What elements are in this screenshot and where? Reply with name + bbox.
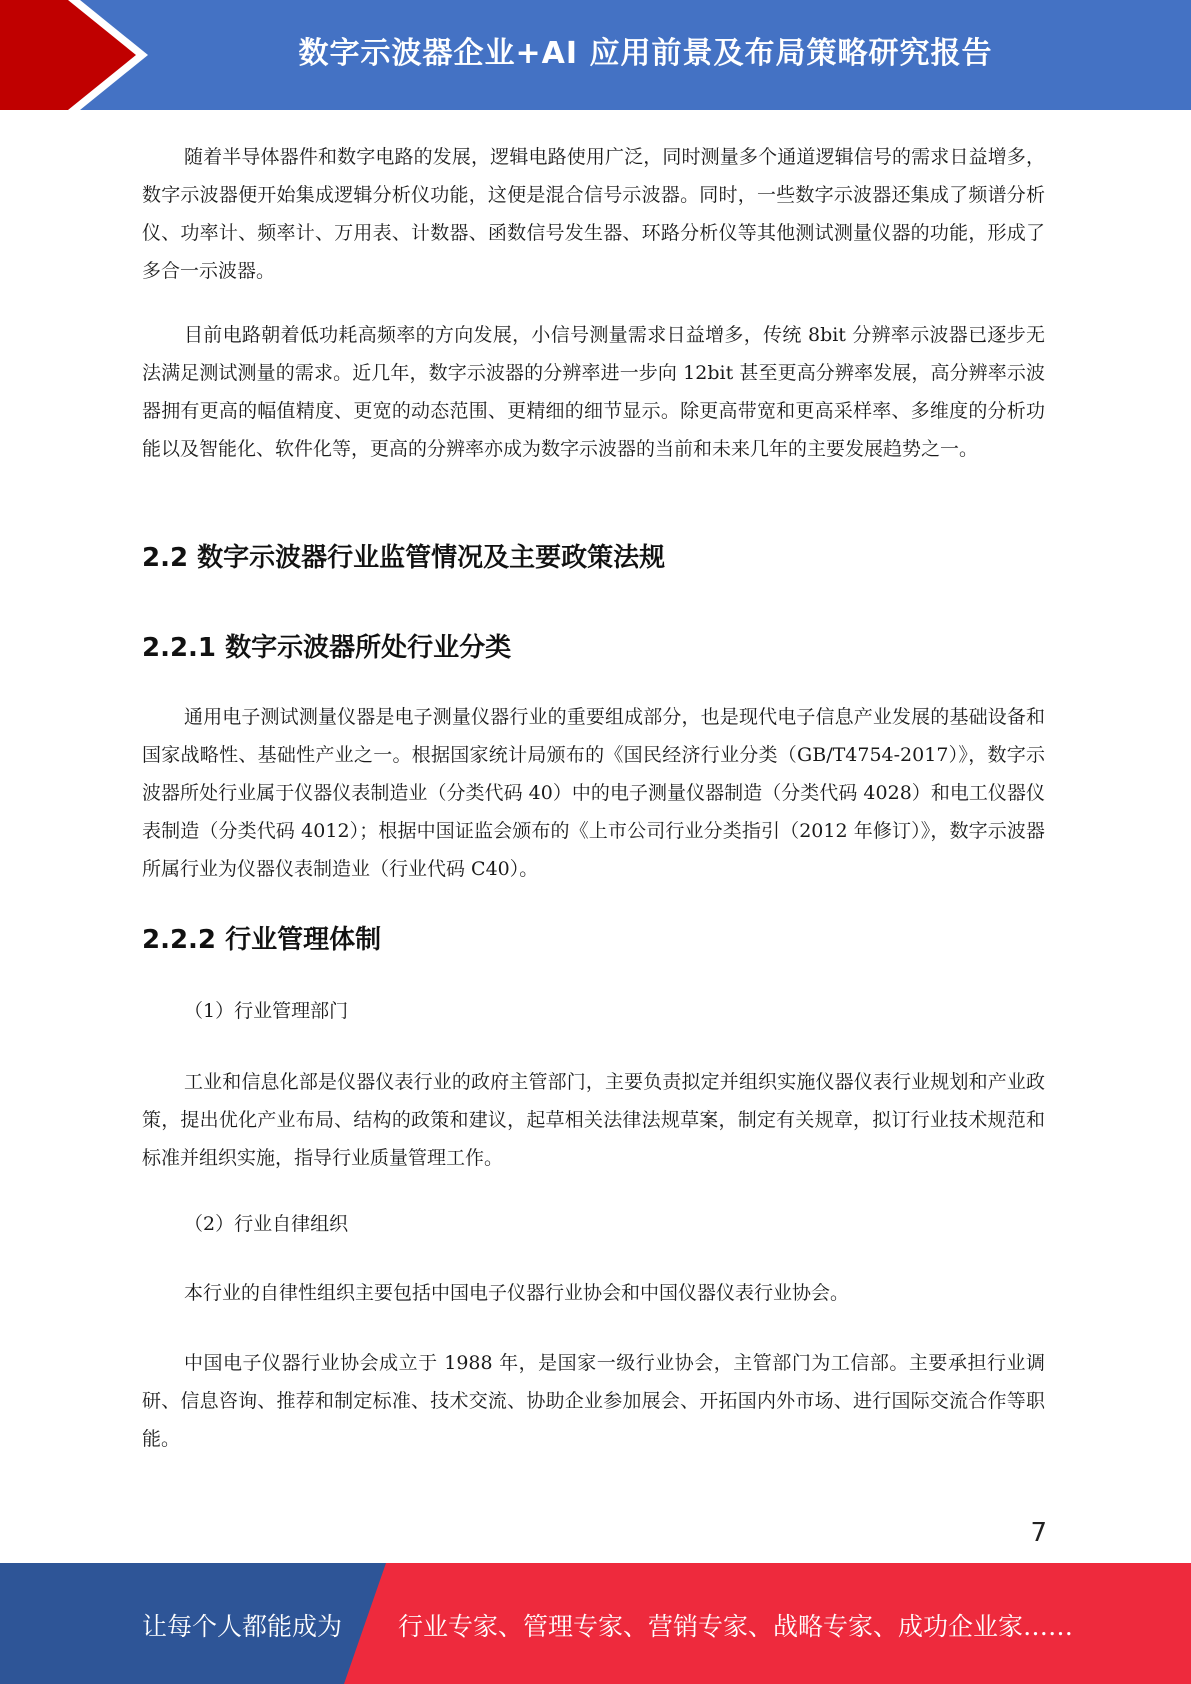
- footer-slogan-left: 让每个人都能成为: [142, 1612, 343, 1641]
- paragraph-cei-association: 中国电子仪器行业协会成立于 1988 年，是国家一级行业协会，主管部门为工信部。主要承担行业调研、信息咨询、推荐和制定标准、技术交流、协助企业参加展会、开拓国内外市场、进行国际交流合作等职能。: [142, 1352, 1045, 1450]
- section-heading-2-2-1: 2.2.1 数字示波器所处行业分类: [142, 633, 512, 663]
- subheading-self-regulatory: （2）行业自律组织: [184, 1213, 349, 1235]
- footer-slogan-right: 行业专家、管理专家、营销专家、战略专家、成功企业家……: [398, 1612, 1074, 1641]
- paragraph-associations: 本行业的自律性组织主要包括中国电子仪器行业协会和中国仪器仪表行业协会。: [184, 1282, 850, 1304]
- paragraph-industry-classification: 通用电子测试测量仪器是电子测量仪器行业的重要组成部分，也是现代电子信息产业发展的基础设备和国家战略性、基础性产业之一。根据国家统计局颁布的《国民经济行业分类（GB/T4754-2017）》，数字示波器所处行业属于仪器仪表制造业（分类代码 40）中的电子测量仪器制造（分类代码 4028）和电工仪器仪表制造（分类代码 4012）；根据中国证监会颁布的《上市公司行业分类指引（2012 年修订）》，数字示波器所属行业为仪器仪表制造业（行业代码 C40）。: [142, 706, 1045, 880]
- report-title: 数字示波器企业+AI 应用前景及布局策略研究报告: [298, 36, 993, 71]
- paragraph-resolution-trend: 目前电路朝着低功耗高频率的方向发展，小信号测量需求日益增多，传统 8bit 分辨率示波器已逐步无法满足测试测量的需求。近几年，数字示波器的分辨率进一步向 12bit 甚至更高分辨率发展，高分辨率示波器拥有更高的幅值精度、更宽的动态范围、更精细的细节显示。除更高带宽和更高采样率、多维度的分析功能以及智能化、软件化等，更高的分辨率亦成为数字示波器的当前和未来几年的主要发展趋势之一。: [142, 324, 1045, 460]
- paragraph-miit: 工业和信息化部是仪器仪表行业的政府主管部门，主要负责拟定并组织实施仪器仪表行业规划和产业政策，提出优化产业布局、结构的政策和建议，起草相关法律法规草案，制定有关规章，拟订行业技术规范和标准并组织实施，指导行业质量管理工作。: [142, 1071, 1045, 1169]
- subheading-management-dept: （1）行业管理部门: [184, 1000, 349, 1022]
- section-heading-2-2: 2.2 数字示波器行业监管情况及主要政策法规: [142, 543, 666, 573]
- page-footer: [0, 1563, 1191, 1684]
- paragraph-mixed-signal: 随着半导体器件和数字电路的发展，逻辑电路使用广泛，同时测量多个通道逻辑信号的需求日益增多，数字示波器便开始集成逻辑分析仪功能，这便是混合信号示波器。同时，一些数字示波器还集成了频谱分析仪、功率计、频率计、万用表、计数器、函数信号发生器、环路分析仪等其他测试测量仪器的功能，形成了多合一示波器。: [142, 146, 1045, 282]
- page-header: [0, 0, 1191, 110]
- page-number: 7: [1030, 1518, 1047, 1548]
- section-heading-2-2-2: 2.2.2 行业管理体制: [142, 925, 382, 955]
